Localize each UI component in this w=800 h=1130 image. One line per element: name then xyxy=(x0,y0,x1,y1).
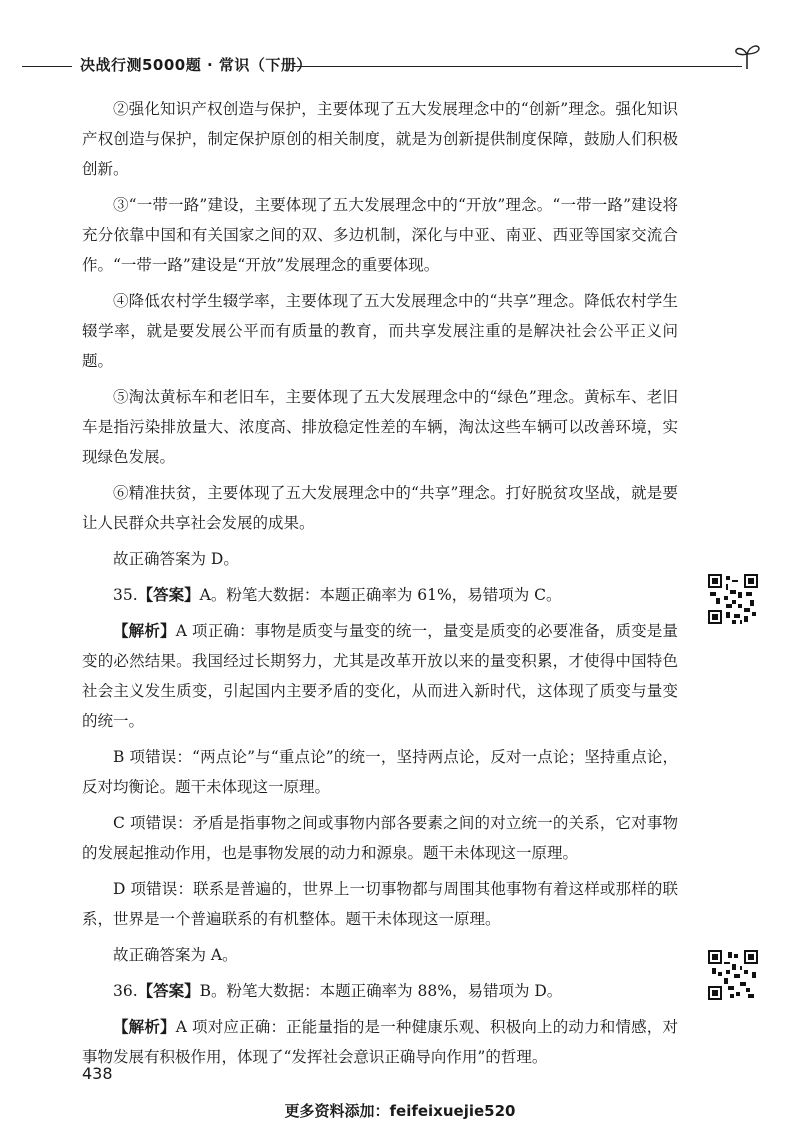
q35-option-d: D 项错误：联系是普遍的，世界上一切事物都与周围其他事物有着这样或那样的联系，世界是一个普遍联系的有机整体。题干未体现这一原理。 xyxy=(82,880,678,928)
q35-answer-text: A。粉笔大数据：本题正确率为 61%，易错项为 C。 xyxy=(199,586,562,604)
conclusion-paragraph: 故正确答案为 D。 xyxy=(113,550,239,568)
explanation-paragraph: ③“一带一路”建设，主要体现了五大发展理念中的“开放”理念。“一带一路”建设将充分依靠中国和有关国家之间的双、多边机制，深化与中亚、南亚、西亚等国家交流合作。“一带一路”建设是“开放”发展理念的重要体现。 xyxy=(82,196,678,274)
qr-code-q35[interactable] xyxy=(708,574,758,624)
explanation-paragraph: ②强化知识产权创造与保护，主要体现了五大发展理念中的“创新”理念。强化知识产权创造与保护，制定保护原创的相关制度，就是为创新提供制度保障，鼓励人们积极创新。 xyxy=(82,100,678,178)
q36-analysis-label: 【解析】 xyxy=(113,1018,176,1036)
header-rule-left xyxy=(22,66,72,67)
q35-number: 35. xyxy=(113,586,138,604)
q36-number: 36. xyxy=(113,982,138,1000)
footer-note: 更多资料添加：feifeixuejie520 xyxy=(284,1102,516,1120)
q35-analysis-label: 【解析】 xyxy=(113,622,176,640)
page-header xyxy=(0,40,800,80)
explanation-paragraph: ⑤淘汰黄标车和老旧车，主要体现了五大发展理念中的“绿色”理念。黄标车、老旧车是指污染排放量大、浓度高、排放稳定性差的车辆，淘汰这些车辆可以改善环境，实现绿色发展。 xyxy=(82,388,678,466)
explanation-paragraph: ⑥精准扶贫，主要体现了五大发展理念中的“共享”理念。打好脱贫攻坚战，就是要让人民群众共享社会发展的成果。 xyxy=(82,484,678,532)
q35-answer-label: 【答案】 xyxy=(137,586,200,604)
sprout-icon xyxy=(732,40,762,70)
page-number: 438 xyxy=(82,1064,113,1083)
q36-answer-line xyxy=(82,976,678,1006)
explanation-paragraph: ④降低农村学生辍学率，主要体现了五大发展理念中的“共享”理念。降低农村学生辍学率，就是要发展公平而有质量的教育，而共享发展注重的是解决社会公平正义问题。 xyxy=(82,292,678,370)
qr-code-icon xyxy=(708,574,758,624)
q36-analysis-text: A 项对应正确：正能量指的是一种健康乐观、积极向上的动力和情感，对事物发展有积极作用，体现了“发挥社会意识正确导向作用”的哲理。 xyxy=(82,1018,678,1066)
q36-answer-label: 【答案】 xyxy=(137,982,200,1000)
qr-code-q36[interactable] xyxy=(708,950,758,1000)
q36-analysis xyxy=(82,1012,678,1072)
q35-analysis xyxy=(82,616,678,736)
header-rule-right xyxy=(292,66,742,67)
q35-conclusion: 故正确答案为 A。 xyxy=(113,946,238,964)
q35-answer-line xyxy=(82,580,678,610)
q35-analysis-text: A 项正确：事物是质变与量变的统一，量变是质变的必要准备，质变是量变的必然结果。我国经过长期努力，尤其是改革开放以来的量变积累，才使得中国特色社会主义发生质变，引起国内主要矛盾的变化，从而进入新时代，这体现了质变与量变的统一。 xyxy=(82,622,678,730)
q36-answer-text: B。粉笔大数据：本题正确率为 88%，易错项为 D。 xyxy=(199,982,563,1000)
answer-content xyxy=(82,94,678,1078)
qr-code-icon xyxy=(708,950,758,1000)
q35-option-c: C 项错误：矛盾是指事物之间或事物内部各要素之间的对立统一的关系，它对事物的发展起推动作用，也是事物发展的动力和源泉。题干未体现这一原理。 xyxy=(82,814,678,862)
q35-option-b: B 项错误：“两点论”与“重点论”的统一，坚持两点论，反对一点论；坚持重点论，反对均衡论。题干未体现这一原理。 xyxy=(82,748,678,796)
book-title: 决战行测5000题 · 常识（下册） xyxy=(80,56,312,74)
